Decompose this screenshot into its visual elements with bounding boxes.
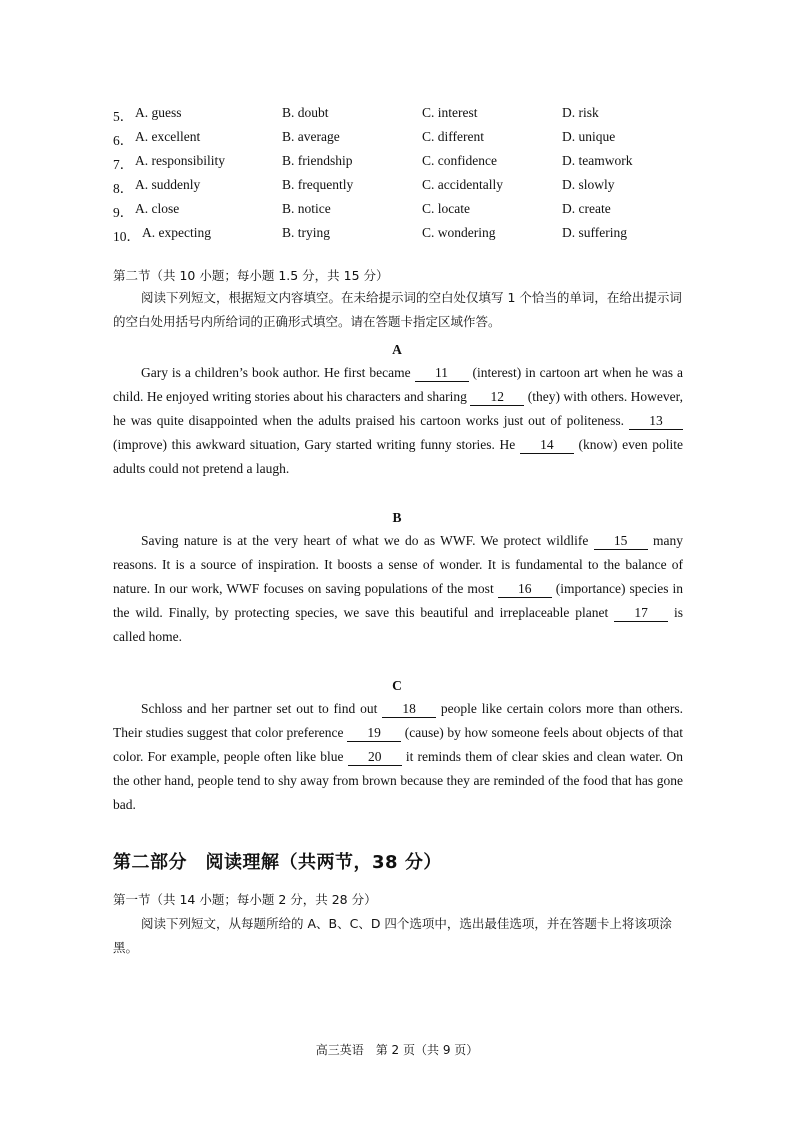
blank-17: 17 xyxy=(614,605,668,622)
option-b: B. notice xyxy=(282,201,331,216)
passage-text: many reasons. It is a source of inspiration. It boosts a sense of wonder. It is fundamental to the balance of nature. In our work, WWF focuses on saving populations of the most xyxy=(113,533,683,596)
passage-text: it reminds them of clear skies and clean water. On the other hand, people tend to shy away from brown because they are reminded of the food that has gone bad. xyxy=(113,749,683,812)
option-d: D. teamwork xyxy=(562,153,633,168)
option-c: C. interest xyxy=(422,105,478,120)
passage-b xyxy=(113,529,683,649)
blank-12: 12 xyxy=(470,389,524,406)
blank-14: 14 xyxy=(520,437,574,454)
option-a: A. guess xyxy=(135,105,182,120)
option-row xyxy=(113,225,733,247)
blank-11: 11 xyxy=(415,365,469,382)
question-number: 7． xyxy=(113,157,134,172)
option-d: D. risk xyxy=(562,105,599,120)
section-instruction: 阅读下列短文，从每题所给的 A、B、C、D 四个选项中，选出最佳选项，并在答题卡上将该项涂黑。 xyxy=(113,916,672,955)
passage-text: people like certain colors more than others. Their studies suggest that color preference xyxy=(113,701,683,740)
passage-text: (improve) this awkward situation, Gary started writing funny stories. He xyxy=(113,437,520,452)
part-title: 第二部分 阅读理解（共两节，38 分） xyxy=(113,852,442,873)
passage-letter-a: A xyxy=(392,342,402,357)
page-footer: 高三英语 第 2 页（共 9 页） xyxy=(315,1043,479,1057)
option-row xyxy=(113,177,733,199)
question-number: 5． xyxy=(113,109,134,124)
passage-text: (interest) in cartoon art when he was a child. He enjoyed writing stories about his characters and sharing xyxy=(113,365,683,404)
option-a: A. expecting xyxy=(142,225,211,240)
option-row xyxy=(113,201,733,223)
passage-letter-b: B xyxy=(392,510,402,525)
section-instruction: 阅读下列短文，根据短文内容填空。在未给提示词的空白处仅填写 1 个恰当的单词，在给出提示词的空白处用括号内所给词的正确形式填空。请在答题卡指定区域作答。 xyxy=(113,290,682,329)
passage-text: Gary is a children’s book author. He first became xyxy=(141,365,415,380)
option-d: D. suffering xyxy=(562,225,627,240)
blank-15: 15 xyxy=(594,533,648,550)
option-a: A. responsibility xyxy=(135,153,225,168)
question-number: 10． xyxy=(113,229,140,244)
passage-text: is called home. xyxy=(113,605,683,644)
passage-text: (importance) species in the wild. Finally, by protecting species, we save this beautiful and irreplaceable planet xyxy=(113,581,683,620)
option-c: C. locate xyxy=(422,201,470,216)
question-number: 6． xyxy=(113,133,134,148)
passage-text: (know) even polite adults could not pretend a laugh. xyxy=(113,437,683,476)
option-d: D. unique xyxy=(562,129,616,144)
option-c: C. confidence xyxy=(422,153,497,168)
passage-c xyxy=(113,697,683,817)
blank-19: 19 xyxy=(347,725,401,742)
passage-text: (cause) by how someone feels about objects of that color. For example, people often like blue xyxy=(113,725,683,764)
section-heading: 第二节（共 10 小题；每小题 1.5 分，共 15 分） xyxy=(113,268,389,283)
option-a: A. excellent xyxy=(135,129,201,144)
option-row xyxy=(113,153,733,175)
passage-a xyxy=(113,361,683,481)
blank-16: 16 xyxy=(498,581,552,598)
passage-text: (they) with others. However, he was quite disappointed when the adults praised his cartoon works just out of politeness. xyxy=(113,389,683,428)
option-row xyxy=(113,129,733,151)
passage-text: Schloss and her partner set out to find out xyxy=(141,701,383,716)
option-b: B. frequently xyxy=(282,177,354,192)
option-d: D. create xyxy=(562,201,611,216)
blank-20: 20 xyxy=(348,749,402,766)
blank-18: 18 xyxy=(382,701,436,718)
option-b: B. friendship xyxy=(282,153,353,168)
option-b: B. trying xyxy=(282,225,331,240)
option-a: A. close xyxy=(135,201,180,216)
option-c: C. accidentally xyxy=(422,177,503,192)
question-number: 9． xyxy=(113,205,134,220)
option-row xyxy=(113,105,733,127)
option-b: B. doubt xyxy=(282,105,329,120)
blank-13: 13 xyxy=(629,413,683,430)
option-c: C. different xyxy=(422,129,484,144)
passage-letter-c: C xyxy=(392,678,402,693)
question-number: 8． xyxy=(113,181,134,196)
section-heading: 第一节（共 14 小题；每小题 2 分，共 28 分） xyxy=(113,892,377,907)
passage-text: Saving nature is at the very heart of what we do as WWF. We protect wildlife xyxy=(141,533,594,548)
option-b: B. average xyxy=(282,129,340,144)
option-c: C. wondering xyxy=(422,225,496,240)
option-d: D. slowly xyxy=(562,177,615,192)
option-a: A. suddenly xyxy=(135,177,201,192)
